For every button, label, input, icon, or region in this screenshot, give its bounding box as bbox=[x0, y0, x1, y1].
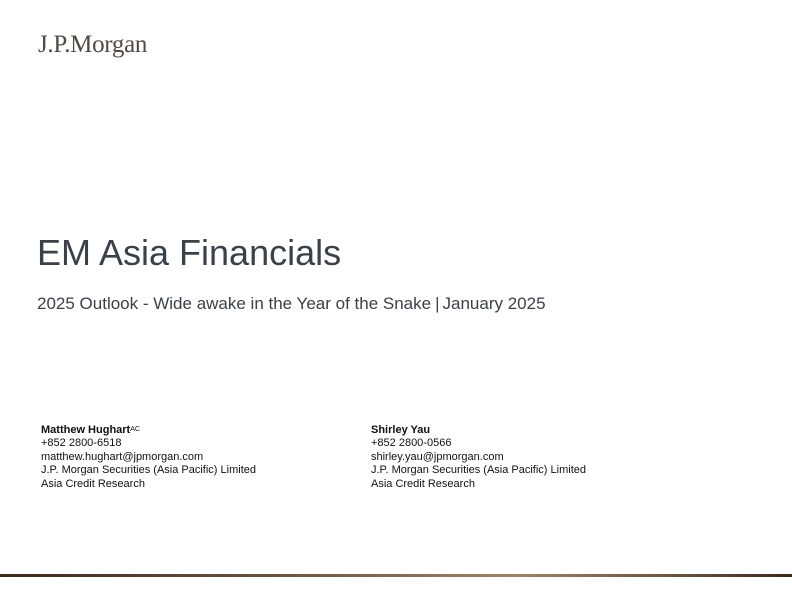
author-phone: +852 2800-0566 bbox=[371, 437, 452, 450]
page-title: EM Asia Financials bbox=[37, 232, 342, 273]
author-company: J.P. Morgan Securities (Asia Pacific) Limited bbox=[371, 464, 586, 477]
author-phone: +852 2800-6518 bbox=[41, 437, 122, 450]
subtitle-line bbox=[37, 294, 546, 314]
author-email-link[interactable]: shirley.yau@jpmorgan.com bbox=[371, 450, 504, 463]
jpmorgan-logo: J.P.Morgan bbox=[38, 31, 148, 58]
author-department: Asia Credit Research bbox=[371, 477, 475, 490]
subtitle-text: 2025 Outlook - Wide awake in the Year of the Snake bbox=[37, 294, 432, 313]
author-name-text: Matthew Hughart bbox=[41, 424, 131, 436]
report-date: January 2025 bbox=[442, 294, 546, 313]
author-name bbox=[41, 424, 256, 437]
author-email-link[interactable]: matthew.hughart@jpmorgan.com bbox=[41, 450, 204, 463]
author-block-hughart bbox=[41, 424, 256, 491]
author-name: Shirley Yau bbox=[371, 424, 431, 436]
author-block-yau bbox=[371, 424, 586, 491]
author-analyst-certification: AC bbox=[130, 426, 140, 433]
subtitle-separator: | bbox=[435, 294, 440, 313]
author-department: Asia Credit Research bbox=[41, 477, 145, 490]
bottom-divider bbox=[0, 574, 792, 577]
author-company: J.P. Morgan Securities (Asia Pacific) Limited bbox=[41, 464, 256, 477]
